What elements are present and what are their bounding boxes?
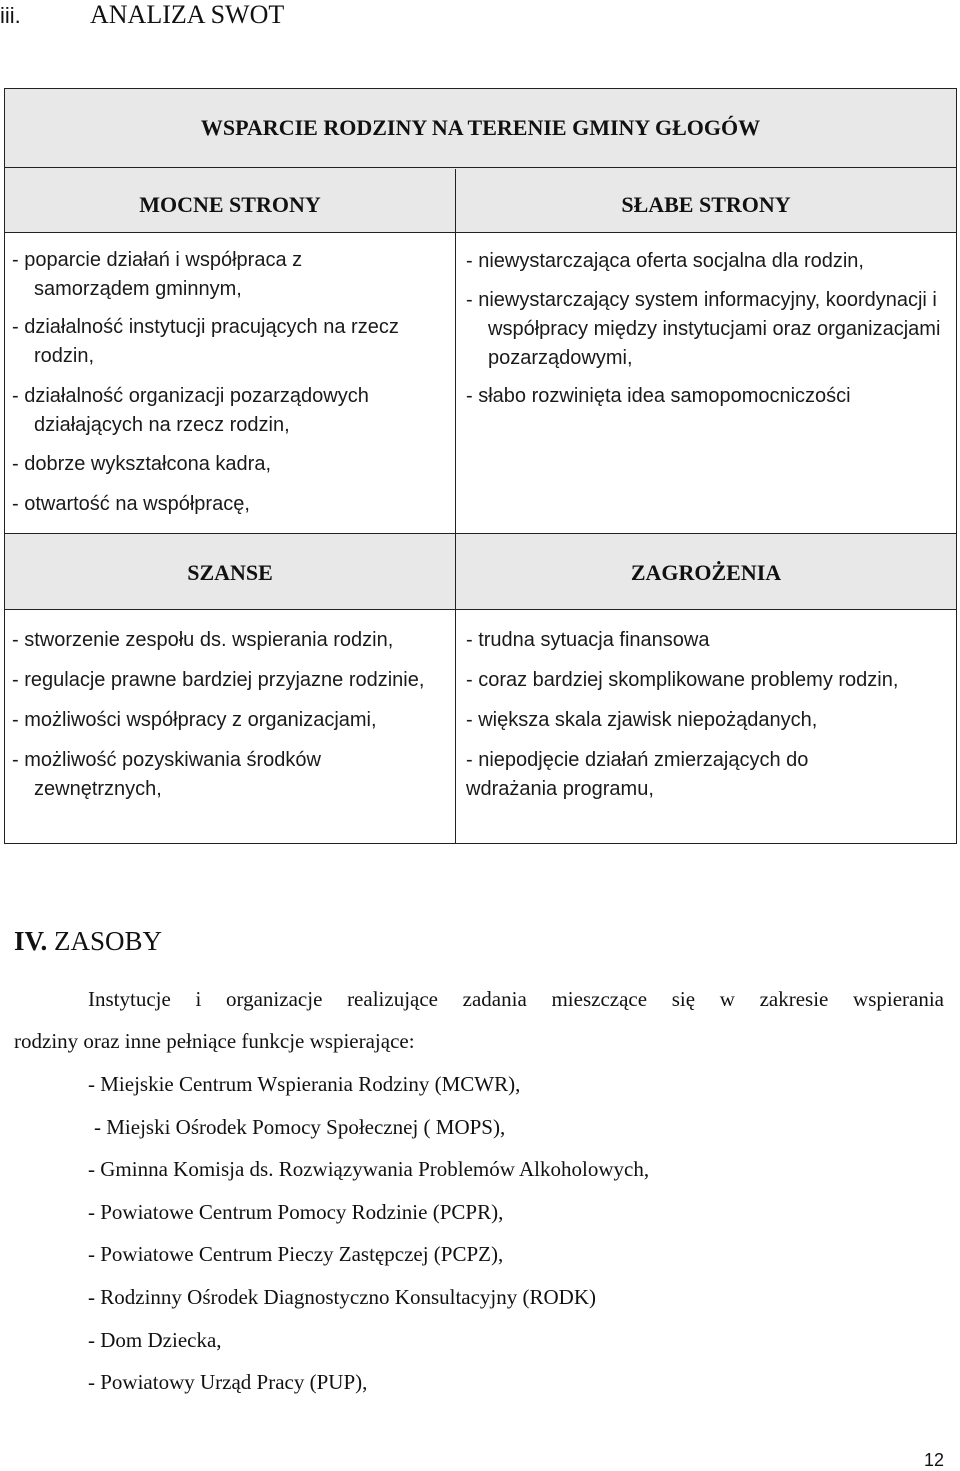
intro-paragraph xyxy=(14,978,944,1062)
section-title: ANALIZA SWOT xyxy=(90,0,285,29)
list-item: - otwartość na współpracę, xyxy=(12,493,250,515)
threats-label: ZAGROŻENIA xyxy=(630,560,782,585)
opportunities-label: SZANSE xyxy=(187,560,273,585)
list-item: - Gminna Komisja ds. Rozwiązywania Problemów Alkoholowych, xyxy=(88,1157,650,1182)
list-item: - trudna sytuacja finansowa xyxy=(466,629,710,651)
threats-list xyxy=(466,626,926,804)
list-item: - Miejskie Centrum Wspierania Rodziny (MCWR), xyxy=(88,1072,521,1096)
list-item: - regulacje prawne bardziej przyjazne rodzinie, xyxy=(12,669,425,691)
list-item: - możliwość pozyskiwania środków zewnętrznych, xyxy=(12,749,321,800)
intro-line-2: rodziny oraz inne pełniące funkcje wspierające: xyxy=(14,1029,415,1053)
section-heading-zasoby xyxy=(14,924,162,958)
opportunities-list xyxy=(12,626,452,804)
list-item: - niepodjęcie działań zmierzających do wdrażania programu, xyxy=(466,749,809,800)
swot-table xyxy=(4,88,957,844)
list-item: - niewystarczająca oferta socjalna dla rodzin, xyxy=(466,250,864,272)
section-title: ZASOBY xyxy=(54,926,163,956)
intro-line-1: Instytucje i organizacje realizujące zadania mieszczące się w zakresie wspierania xyxy=(88,987,944,1011)
list-item: - Powiatowe Centrum Pomocy Rodzinie (PCPR), xyxy=(88,1199,504,1224)
swot-title-cell xyxy=(5,89,956,167)
list-item: - możliwości współpracy z organizacjami, xyxy=(12,709,377,731)
weaknesses-list xyxy=(466,247,952,411)
list-item: - większa skala zjawisk niepożądanych, xyxy=(466,709,818,731)
list-item: - słabo rozwinięta idea samopomocniczości xyxy=(466,385,851,407)
section-heading-swot xyxy=(0,0,285,30)
list-item: - Miejski Ośrodek Pomocy Społecznej ( MOPS), xyxy=(94,1114,506,1139)
page-number: 12 xyxy=(923,1450,944,1470)
list-item: - niewystarczający system informacyjny, koordynacji i współpracy między instytucjami oraz organizacjami pozarządowymi, xyxy=(466,289,941,369)
strengths-label: MOCNE STRONY xyxy=(139,192,321,217)
list-item: - dobrze wykształcona kadra, xyxy=(12,453,272,475)
list-item: - Powiatowe Centrum Pieczy Zastępczej (PCPZ), xyxy=(88,1242,504,1267)
list-item: - działalność instytucji pracujących na rzecz rodzin, xyxy=(12,316,399,367)
list-item: - Dom Dziecka, xyxy=(88,1327,222,1352)
section-number: iii. xyxy=(0,3,21,28)
list-item: - Rodzinny Ośrodek Diagnostyczno Konsultacyjny (RODK) xyxy=(88,1284,596,1309)
list-item: - poparcie działań i współpraca z samorządem gminnym, xyxy=(12,249,303,300)
resources-list xyxy=(88,1063,649,1404)
strengths-list xyxy=(12,246,417,519)
swot-title: WSPARCIE RODZINY NA TERENIE GMINY GŁOGÓW xyxy=(200,115,761,140)
list-item: - działalność organizacji pozarządowych działających na rzecz rodzin, xyxy=(12,385,369,436)
list-item: - Powiatowy Urząd Pracy (PUP), xyxy=(88,1370,368,1395)
list-item: - coraz bardziej skomplikowane problemy rodzin, xyxy=(466,669,899,691)
list-item: - stworzenie zespołu ds. wspierania rodzin, xyxy=(12,629,394,651)
section-number: IV. xyxy=(14,926,48,956)
weaknesses-label: SŁABE STRONY xyxy=(621,192,791,217)
